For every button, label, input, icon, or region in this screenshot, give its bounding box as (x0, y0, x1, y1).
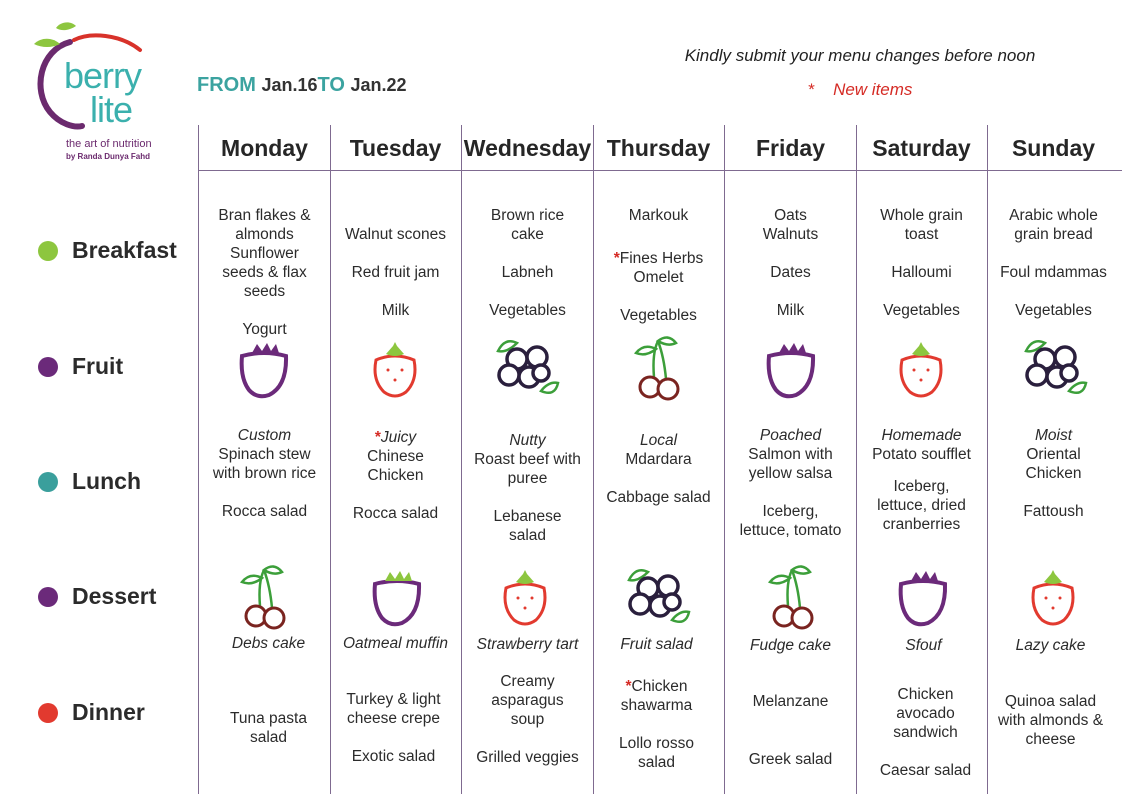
dessert-thursday: Fruit salad (620, 636, 693, 653)
menu-line: shawarma (620, 697, 693, 714)
menu-line: Melanzane (752, 693, 829, 710)
blueberries-icon (1021, 333, 1091, 403)
new-items-legend (600, 80, 1120, 100)
menu-line: soup (510, 711, 545, 728)
menu-line: Milk (776, 302, 805, 319)
meal-label-fruit (38, 353, 123, 380)
menu-line: Chinese (367, 448, 424, 465)
strawberry-icon (886, 338, 956, 408)
day-saturday: Saturday (872, 135, 971, 161)
menu-line: Salmon with (748, 446, 833, 463)
meal-text: Dinner (72, 699, 145, 725)
lunch-monday (199, 426, 330, 521)
breakfast-saturday (856, 206, 987, 320)
menu-adjective: Homemade (881, 427, 962, 444)
menu-line: Milk (381, 302, 410, 319)
menu-line: Brown rice (490, 207, 565, 224)
menu-line: salad (249, 729, 288, 746)
menu-line: Vegetables (620, 307, 697, 324)
menu-adjective: Moist (1034, 427, 1073, 444)
menu-line: yellow salsa (748, 465, 833, 482)
menu-line: seeds (243, 283, 286, 300)
menu-adjective: Nutty (509, 432, 546, 449)
meal-label-dessert (38, 583, 156, 610)
dessert-dot (38, 587, 58, 607)
menu-line: salad (508, 527, 547, 544)
day-thursday: Thursday (606, 135, 711, 161)
menu-line: Sunflower (230, 245, 299, 262)
menu-line: Exotic salad (351, 748, 436, 765)
menu-line: Cabbage salad (606, 489, 711, 506)
from-label: FROM (197, 74, 256, 96)
menu-line: salad (637, 754, 676, 771)
menu-line: Halloumi (891, 264, 952, 281)
cherries-icon (624, 333, 694, 403)
meal-text: Breakfast (72, 237, 177, 263)
menu-line: Labneh (501, 264, 554, 281)
menu-line: Grilled veggies (476, 749, 579, 766)
menu-line: Oats (774, 207, 807, 224)
breakfast-sunday (988, 206, 1119, 320)
strawberry-icon (360, 338, 430, 408)
dinner-friday (725, 692, 856, 769)
day-wednesday: Wednesday (463, 135, 592, 161)
menu-line: Tuna pasta (230, 710, 307, 727)
meal-text: Lunch (72, 468, 141, 494)
lunch-sunday (988, 426, 1119, 521)
dessert-friday: Fudge cake (750, 637, 831, 654)
menu-line: Spinach stew (218, 446, 311, 463)
menu-line: Potato soufflet (872, 446, 971, 463)
dessert-monday: Debs cake (231, 635, 306, 652)
day-sunday: Sunday (1011, 135, 1096, 161)
cherries-icon (230, 562, 300, 632)
menu-line: Iceberg, (762, 503, 819, 520)
menu-line: lettuce, tomato (739, 522, 842, 539)
strawberry-icon (1018, 566, 1088, 636)
meal-label-dinner (38, 699, 145, 726)
to-label: TO (317, 74, 345, 96)
menu-line: Lollo rosso (619, 735, 694, 752)
meal-label-lunch (38, 468, 141, 495)
new-item-line (330, 428, 461, 447)
menu-line: Fattoush (1023, 503, 1084, 520)
menu-line: almonds (235, 226, 294, 243)
menu-adjective: Juicy (380, 429, 417, 446)
new-item-line (591, 677, 722, 696)
logo-byline: by Randa Dunya Fahd (66, 152, 151, 161)
from-date: Jan.16 (261, 75, 318, 95)
legend-star: * (807, 80, 815, 99)
menu-line: puree (507, 470, 548, 487)
menu-line: Greek salad (748, 751, 833, 768)
breakfast-wednesday (462, 206, 593, 320)
menu-line: cheese crepe (346, 710, 441, 727)
cherries-icon (758, 562, 828, 632)
dessert-sunday: Lazy cake (1015, 637, 1086, 654)
fruit-dot (38, 357, 58, 377)
menu-line: Yogurt (242, 321, 287, 338)
dinner-wednesday (462, 672, 593, 767)
menu-line: Chicken (1025, 465, 1082, 482)
menu-line: Roast beef with (474, 451, 581, 468)
lunch-thursday (593, 431, 724, 507)
menu-line: Creamy (500, 673, 555, 690)
breakfast-dot (38, 241, 58, 261)
menu-line: Mdardara (625, 451, 692, 468)
menu-line: Chicken (897, 686, 954, 703)
menu-line: Bran flakes & (218, 207, 311, 224)
menu-line: Red fruit jam (351, 264, 440, 281)
menu-line: Fines Herbs (619, 250, 704, 267)
blueberries-icon (624, 562, 694, 632)
new-item-star: * (625, 678, 632, 695)
fig-icon (229, 338, 299, 408)
day-monday: Monday (221, 135, 308, 161)
logo-tagline: the art of nutrition (66, 138, 152, 150)
new-item-star: * (374, 429, 381, 446)
blueberries-icon (493, 333, 563, 403)
menu-line: Omelet (633, 269, 684, 286)
fig-icon (362, 566, 432, 636)
strawberry-icon (490, 566, 560, 636)
menu-line: Markouk (628, 207, 689, 224)
menu-line: Chicken (367, 467, 424, 484)
menu-line: lettuce, dried (877, 497, 966, 514)
logo-word-berry: berry (64, 55, 142, 96)
day-tuesday: Tuesday (349, 135, 442, 161)
lunch-dot (38, 472, 58, 492)
menu-line: Vegetables (883, 302, 960, 319)
lunch-friday (725, 426, 856, 540)
menu-line: with brown rice (212, 465, 317, 482)
notice-text: Kindly submit your menu changes before noon (684, 46, 1036, 65)
menu-line: cheese (1025, 731, 1076, 748)
breakfast-tuesday (330, 225, 461, 320)
legend-text: New items (833, 80, 913, 99)
menu-line: Vegetables (489, 302, 566, 319)
menu-line: Quinoa salad (1004, 693, 1097, 710)
breakfast-thursday (593, 206, 724, 325)
lunch-saturday (856, 426, 987, 534)
breakfast-friday (725, 206, 856, 320)
dessert-wednesday: Strawberry tart (476, 636, 579, 653)
menu-line: Vegetables (1015, 302, 1092, 319)
menu-line: cranberries (882, 516, 961, 533)
menu-line: seeds & flax (222, 264, 307, 281)
lunch-wednesday (462, 431, 593, 545)
new-item-star: * (613, 250, 620, 267)
meal-label-breakfast (38, 237, 177, 264)
menu-line: Lebanese (493, 508, 562, 525)
menu-adjective: Custom (237, 427, 292, 444)
menu-line: Walnuts (762, 226, 819, 243)
menu-line: Iceberg, (893, 478, 950, 495)
to-date: Jan.22 (350, 75, 407, 95)
dinner-thursday (591, 677, 722, 772)
menu-line: Walnut scones (344, 226, 447, 243)
menu-line: with almonds & (997, 712, 1104, 729)
breakfast-monday (199, 206, 330, 339)
menu-line: Oriental (1026, 446, 1081, 463)
dinner-tuesday (328, 690, 459, 766)
new-item-line (593, 249, 724, 268)
dessert-tuesday: Oatmeal muffin (342, 635, 449, 652)
menu-line: avocado (896, 705, 955, 722)
menu-adjective: Poached (759, 427, 822, 444)
date-range (197, 74, 407, 97)
menu-line: asparagus (491, 692, 564, 709)
menu-line: toast (904, 226, 939, 243)
dinner-monday (203, 709, 334, 747)
dinner-dot (38, 703, 58, 723)
menu-line: Caesar salad (879, 762, 972, 779)
dessert-saturday: Sfouf (905, 637, 942, 654)
lunch-tuesday (330, 428, 461, 523)
fig-icon (888, 566, 958, 636)
menu-line: cake (511, 226, 544, 243)
menu-line: Turkey & light (346, 691, 441, 708)
header-divider (198, 170, 1122, 171)
meal-text: Dessert (72, 583, 157, 609)
day-friday: Friday (755, 135, 826, 161)
menu-line: Dates (770, 264, 811, 281)
fig-icon (756, 338, 826, 408)
menu-adjective: Local (639, 432, 678, 449)
menu-line: Whole grain (880, 207, 963, 224)
menu-line: Chicken (631, 678, 688, 695)
menu-line: sandwich (893, 724, 958, 741)
menu-line: Arabic whole (1009, 207, 1098, 224)
menu-line: grain bread (1014, 226, 1093, 243)
menu-line: Rocca salad (352, 505, 439, 522)
logo-word-lite: lite (90, 89, 133, 130)
meal-text: Fruit (72, 353, 124, 379)
dinner-sunday (985, 692, 1116, 749)
menu-line: Foul mdammas (1000, 264, 1107, 281)
menu-line: Rocca salad (221, 503, 308, 520)
dinner-saturday (860, 685, 991, 780)
